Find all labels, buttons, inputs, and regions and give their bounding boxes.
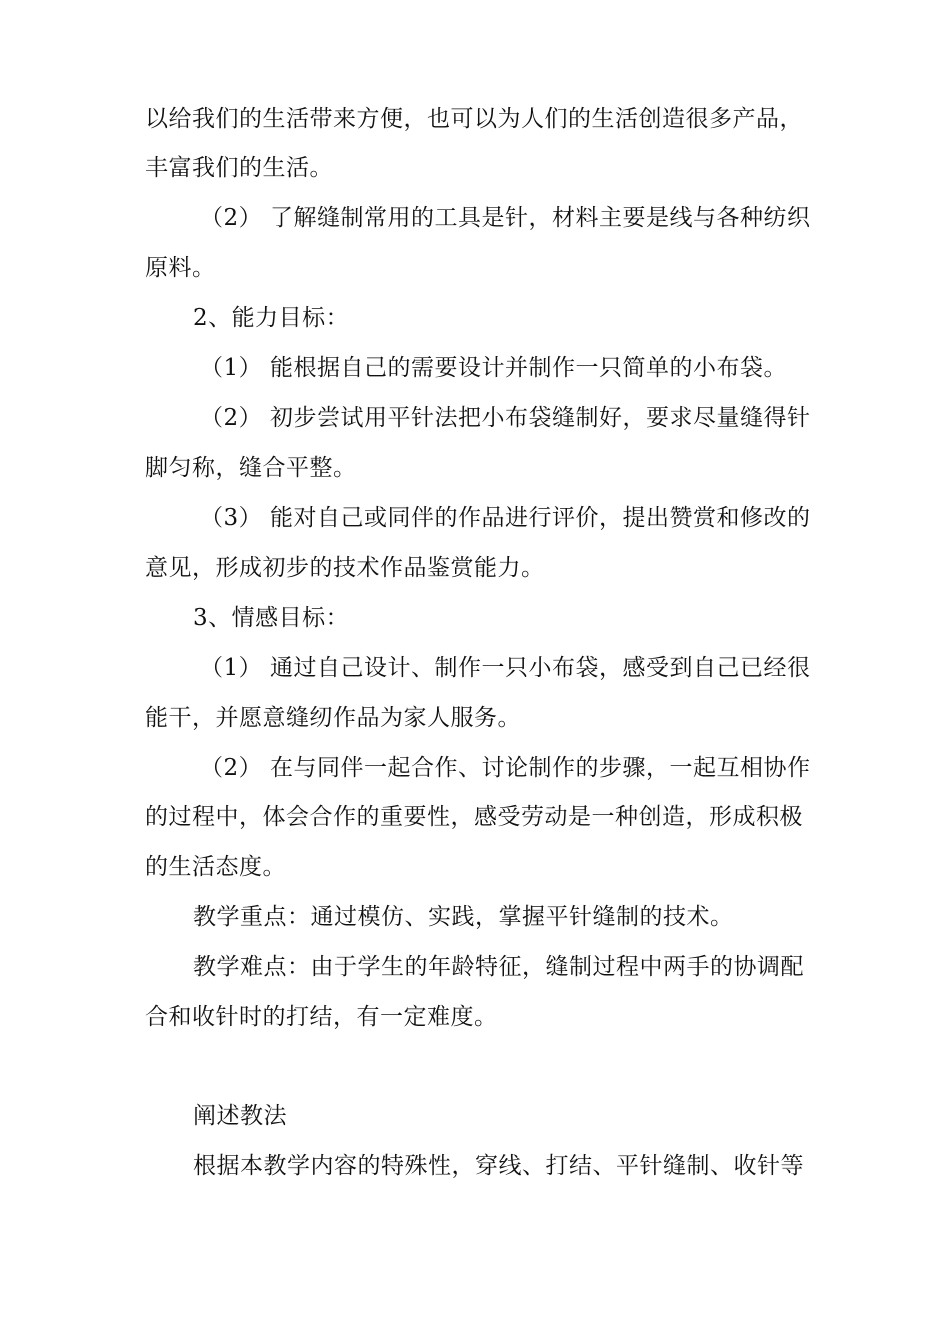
paragraph-line-14: （2） 在与同伴一起合作、讨论制作的步骤，一起互相协作 [200, 755, 811, 781]
paragraph-line-15: 的过程中，体会合作的重要性，感受劳动是一种创造，形成积极 [145, 804, 803, 830]
paragraph-line-19: 合和收针时的打结，有一定难度。 [145, 1004, 498, 1030]
paragraph-line-4: 原料。 [145, 255, 216, 281]
paragraph-line-12: （1） 通过自己设计、制作一只小布袋，感受到自己已经很 [200, 655, 811, 681]
teaching-focus: 教学重点：通过模仿、实践，掌握平针缝制的技术。 [193, 904, 734, 930]
paragraph-line-2: 丰富我们的生活。 [145, 155, 333, 181]
paragraph-line-6: （1） 能根据自己的需要设计并制作一只简单的小布袋。 [200, 355, 787, 381]
paragraph-line-9: （3） 能对自己或同伴的作品进行评价，提出赞赏和修改的 [200, 505, 811, 531]
section-heading-method: 阐述教法 [193, 1103, 287, 1129]
section-heading-ability: 2、能力目标： [193, 305, 350, 331]
paragraph-line-13: 能干，并愿意缝纫作品为家人服务。 [145, 705, 521, 731]
paragraph-line-8: 脚匀称，缝合平整。 [145, 455, 357, 481]
paragraph-line-7: （2） 初步尝试用平针法把小布袋缝制好，要求尽量缝得针 [200, 405, 811, 431]
teaching-difficulty: 教学难点：由于学生的年龄特征，缝制过程中两手的协调配 [193, 954, 804, 980]
paragraph-line-10: 意见，形成初步的技术作品鉴赏能力。 [145, 555, 545, 581]
paragraph-line-21: 根据本教学内容的特殊性，穿线、打结、平针缝制、收针等 [193, 1153, 804, 1179]
paragraph-line-16: 的生活态度。 [145, 854, 286, 880]
paragraph-line-3: （2） 了解缝制常用的工具是针，材料主要是线与各种纺织 [200, 205, 811, 231]
section-heading-emotion: 3、情感目标： [193, 605, 350, 631]
paragraph-line-1: 以给我们的生活带来方便，也可以为人们的生活创造很多产品， [145, 106, 803, 132]
